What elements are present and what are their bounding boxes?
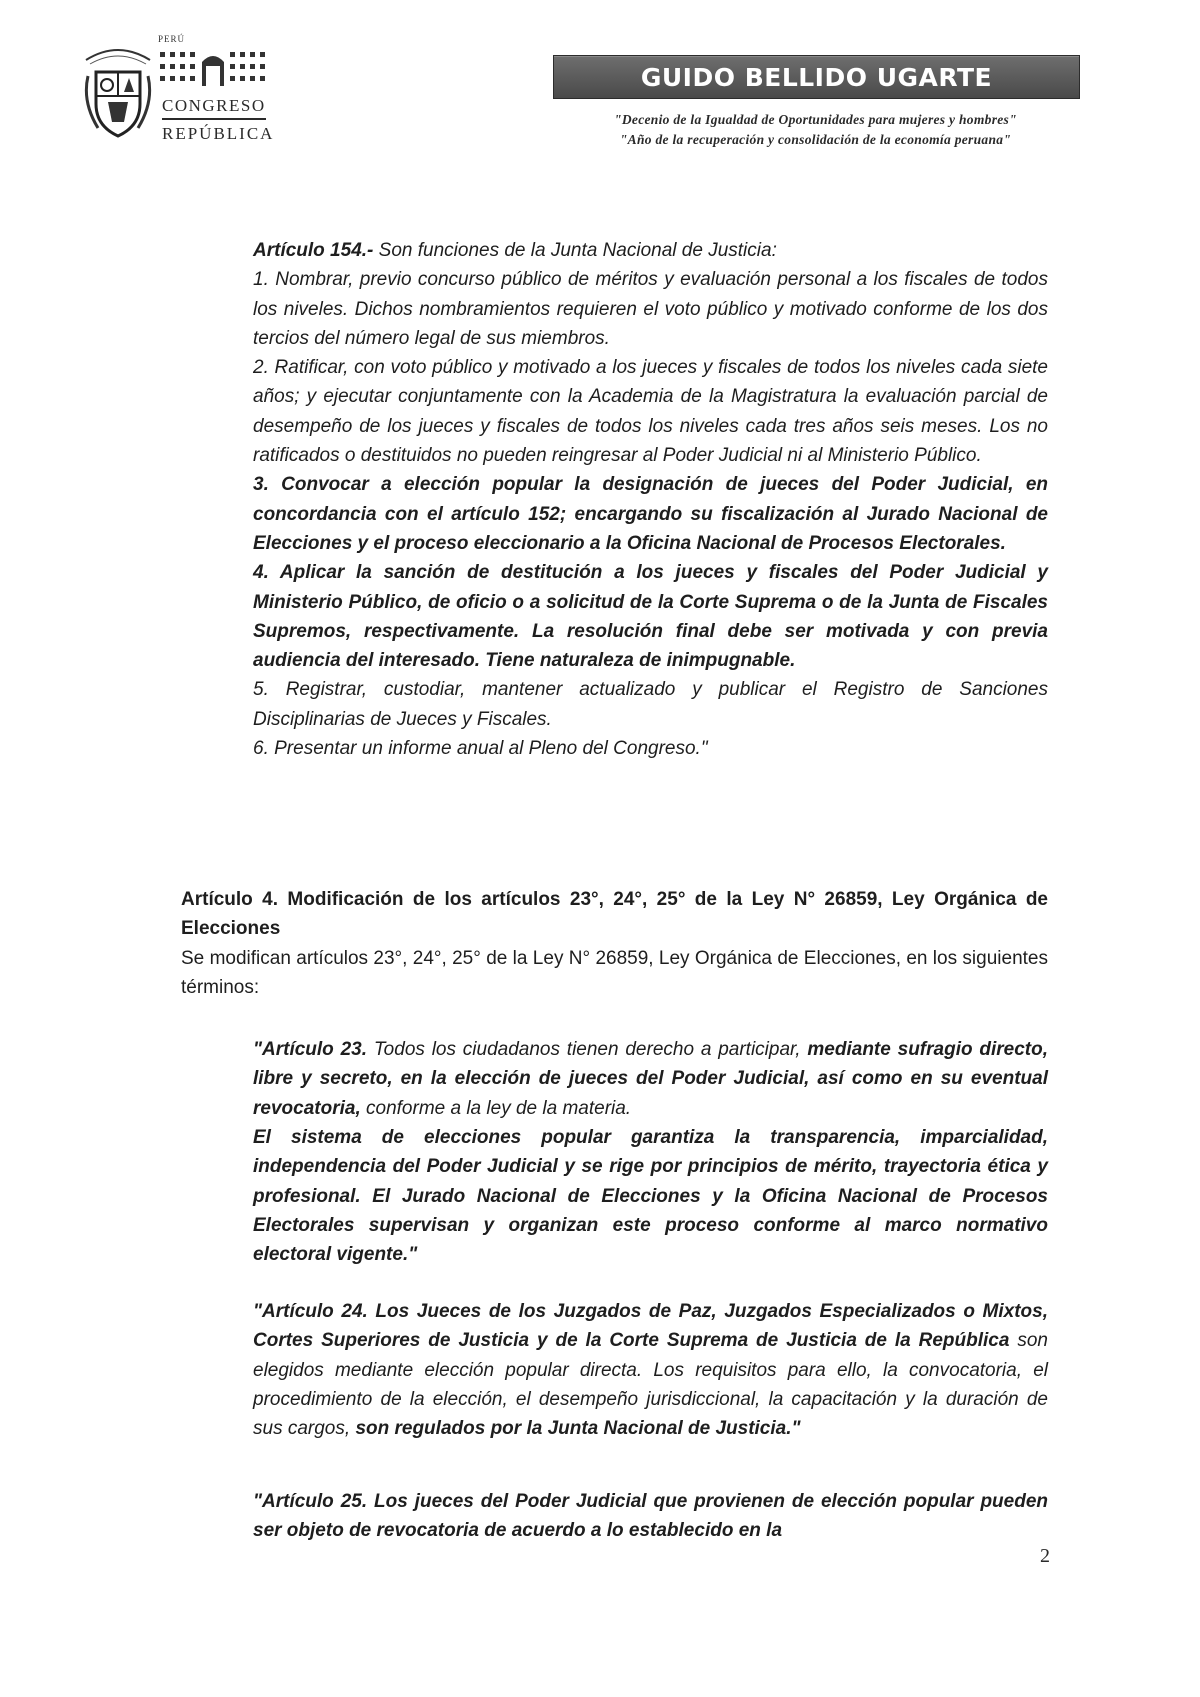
article-154-item-2: 2. Ratificar, con voto público y motivado a los jueces y fiscales de todos los niveles cada siete años; y ejecutar conjuntamente con la Academia de la Magistratura la evaluación parcial de desempeño de los jueces y fiscales de todos los niveles cada tres años seis meses. Los no ratificados o destituidos no pueden reingresar al Poder Judicial ni al Ministerio Público. [253, 357, 1048, 467]
congress-building-icon [158, 48, 268, 88]
quoted-article-24 [253, 1297, 1048, 1443]
article-23-text-1: Todos los ciudadanos tienen derecho a participar, [367, 1039, 808, 1060]
article-154-intro [253, 236, 1048, 265]
article-154-intro-text: Son funciones de la Junta Nacional de Justicia: [373, 240, 777, 261]
congreso-label: CONGRESO [162, 96, 266, 120]
article-25-paragraph: "Artículo 25. Los jueces del Poder Judicial que provienen de elección popular pueden ser objeto de revocatoria de acuerdo a lo establecido en la [253, 1491, 1048, 1542]
quoted-article-23 [253, 1035, 1048, 1123]
article-4-block [181, 885, 1048, 1002]
article-24-paragraph [253, 1297, 1048, 1443]
article-24-bold-2: son regulados por la Junta Nacional de Justicia." [355, 1418, 801, 1440]
decade-motto: "Decenio de la Igualdad de Oportunidades para mujeres y hombres" [614, 112, 1017, 127]
article-23-paragraph-1 [253, 1035, 1048, 1123]
article-23-paragraph-2: El sistema de elecciones popular garantiza la transparencia, imparcialidad, independencia del Poder Judicial y se rige por principios de mérito, trayectoria ética y profesional. El Jurado Nacional de Elecciones y la Oficina Nacional de Procesos Electorales supervisan y organizan este proceso conforme al marco normativo electoral vigente." [253, 1127, 1048, 1266]
congressman-name: GUIDO BELLIDO UGARTE [640, 62, 993, 92]
article-23-label: "Artículo 23. [253, 1039, 368, 1060]
page-number: 2 [1040, 1545, 1050, 1567]
coat-of-arms-icon [78, 42, 158, 142]
quoted-article-25 [253, 1487, 1048, 1546]
article-23-bold-1: mediante sufragio directo, libre y secreto, en la elección de jueces del Poder Judicial, así como en su eventual revocatoria, [253, 1039, 1049, 1119]
article-154-block [253, 236, 1048, 763]
article-154-item-3: 3. Convocar a elección popular la designación de jueces del Poder Judicial, en concordancia con el artículo 152; encargando su fiscalización al Jurado Nacional de Elecciones y el proceso eleccionario a la Oficina Nacional de Procesos Electorales. [253, 474, 1048, 554]
republica-label: REPÚBLICA [162, 124, 275, 143]
article-154-item-4: 4. Aplicar la sanción de destitución a los jueces y fiscales del Poder Judicial y Ministerio Público, de oficio o a solicitud de la Corte Suprema o de la Junta de Fiscales Supremos, respectivamente. La resolución final debe ser motivada y con previa audiencia del interesado. Tiene naturaleza de inimpugnable. [253, 562, 1048, 672]
article-4-text: Se modifican artículos 23°, 24°, 25° de la Ley N° 26859, Ley Orgánica de Elecciones, en los siguientes términos: [181, 947, 1048, 998]
article-154-label: Artículo 154.- [253, 240, 374, 261]
article-4-heading: Artículo 4. Modificación de los artículos 23°, 24°, 25° de la Ley N° 26859, Ley Orgánica de Elecciones [181, 889, 1048, 940]
article-24-text-1: son elegidos mediante elección popular directa. Los requisitos para ello, la convocatoria, el procedimiento de la elección, el desempeño jurisdiccional, la capacitación y la duración de sus cargos, [253, 1330, 1048, 1440]
article-24-bold-1: "Artículo 24. Los Jueces de los Juzgados de Paz, Juzgados Especializados o Mixtos, Cortes Superiores de Justicia y de la Corte Suprema de Justicia de la República [253, 1301, 1048, 1352]
article-154-item-1: 1. Nombrar, previo concurso público de méritos y evaluación personal a los fiscales de todos los niveles. Dichos nombramientos requieren el voto público y motivado conforme de los dos tercios del número legal de sus miembros. [253, 269, 1048, 349]
quoted-article-23-paragraph-2-block [253, 1123, 1048, 1269]
article-154-item-5: 5. Registrar, custodiar, mantener actualizado y publicar el Registro de Sanciones Disciplinarias de Jueces y Fiscales. [253, 679, 1048, 730]
year-motto: "Año de la recuperación y consolidación de la economía peruana" [619, 132, 1012, 147]
article-154-item-6: 6. Presentar un informe anual al Pleno del Congreso." [253, 738, 708, 760]
congressman-name-banner [553, 55, 1080, 99]
article-23-text-2: conforme a la ley de la materia. [360, 1097, 632, 1119]
peru-label: PERÚ [158, 34, 186, 44]
